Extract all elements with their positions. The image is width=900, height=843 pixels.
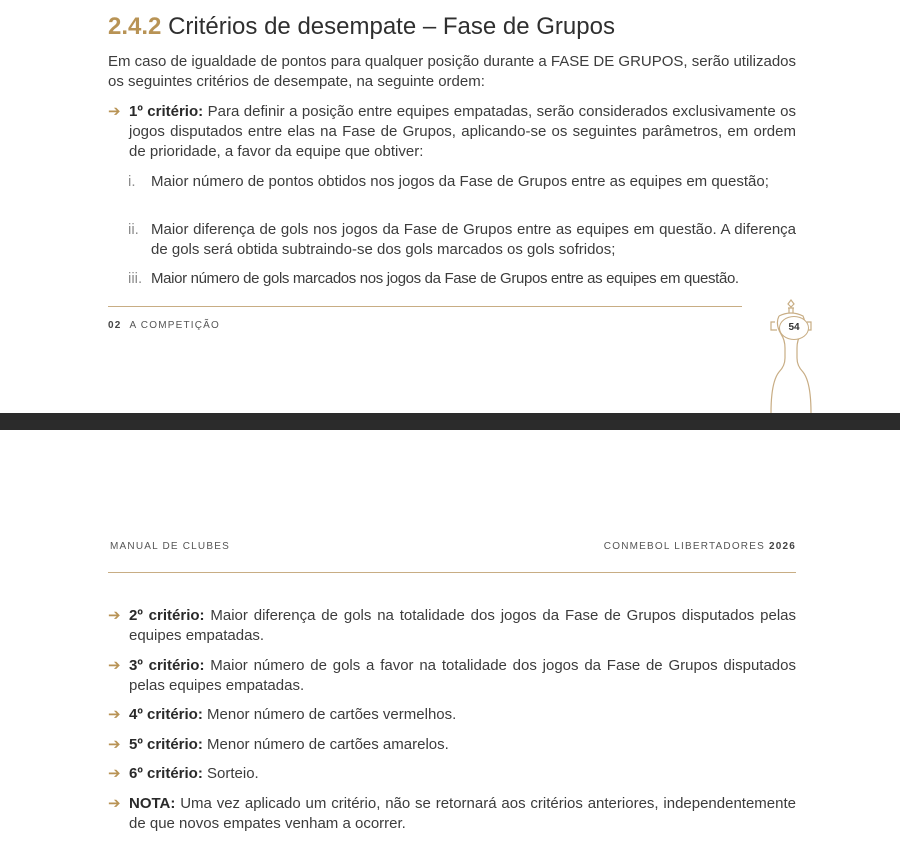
criterion-text: Maior número de gols a favor na totalidade dos jogos da Fase de Grupos disputados pelas equipes empatadas. bbox=[129, 657, 796, 694]
arrow-right-icon: ➔ bbox=[108, 795, 121, 812]
criterion-5 bbox=[108, 735, 796, 755]
criterion-6 bbox=[108, 764, 796, 784]
running-header-right bbox=[604, 541, 796, 552]
document-page-top bbox=[0, 0, 900, 413]
footer-rule bbox=[108, 306, 742, 307]
criterion-text: Menor número de cartões vermelhos. bbox=[207, 706, 457, 723]
criterion-label: 1º critério: bbox=[129, 103, 204, 120]
sub-item-text: Maior número de pontos obtidos nos jogos da Fase de Grupos entre as equipes em questão; bbox=[151, 173, 769, 190]
header-rule bbox=[108, 572, 796, 573]
page-separator bbox=[0, 413, 900, 430]
page-number: 54 bbox=[779, 316, 809, 340]
sub-item-marker: i. bbox=[128, 173, 136, 190]
section-heading bbox=[108, 13, 615, 41]
criterion-label: 5º critério: bbox=[129, 736, 203, 753]
arrow-right-icon: ➔ bbox=[108, 103, 121, 120]
criterion-4 bbox=[108, 705, 796, 725]
section-number: 2.4.2 bbox=[108, 13, 162, 40]
arrow-right-icon: ➔ bbox=[108, 765, 121, 782]
arrow-right-icon: ➔ bbox=[108, 736, 121, 753]
criterion-label: 3º critério: bbox=[129, 657, 205, 674]
footer-section-label: A COMPETIÇÃO bbox=[129, 320, 221, 331]
sub-item-i bbox=[128, 172, 796, 192]
criterion-3 bbox=[108, 656, 796, 696]
sub-item-marker: iii. bbox=[128, 270, 143, 287]
sub-item-iii bbox=[128, 269, 796, 289]
criterion-1 bbox=[108, 102, 796, 162]
criterion-2 bbox=[108, 606, 796, 646]
running-header-title: CONMEBOL LIBERTADORES bbox=[603, 541, 765, 552]
criterion-text: Para definir a posição entre equipes empatadas, serão considerados exclusivamente os jogos disputados entre elas na Fase de Grupos, aplicando-se os seguintes parâmetros, em ordem de prioridade, a favor da equipe que obtiver: bbox=[129, 103, 796, 160]
criterion-text: Maior diferença de gols na totalidade dos jogos da Fase de Grupos disputados pelas equipes empatadas. bbox=[129, 607, 796, 644]
criterion-text: Menor número de cartões amarelos. bbox=[207, 736, 449, 753]
criterion-label: 4º critério: bbox=[129, 706, 203, 723]
note-text: Uma vez aplicado um critério, não se retornará aos critérios anteriores, independentemente de que novos empates venham a ocorrer. bbox=[129, 795, 797, 832]
intro-paragraph: Em caso de igualdade de pontos para qualquer posição durante a FASE DE GRUPOS, serão utilizados os seguintes critérios de desempate, na seguinte ordem: bbox=[108, 53, 796, 90]
note-label: NOTA: bbox=[129, 795, 176, 812]
sub-item-ii bbox=[128, 220, 796, 260]
running-header-year: 2026 bbox=[768, 541, 796, 552]
arrow-right-icon: ➔ bbox=[108, 607, 121, 624]
running-header-left: MANUAL DE CLUBES bbox=[110, 541, 230, 552]
sub-item-marker: ii. bbox=[128, 221, 139, 238]
criterion-text: Sorteio. bbox=[207, 765, 259, 782]
section-title: Critérios de desempate – Fase de Grupos bbox=[168, 13, 615, 40]
criterion-label: 6º critério: bbox=[129, 765, 203, 782]
footer-section-number: 02 bbox=[108, 320, 122, 331]
criterion-label: 2º critério: bbox=[129, 607, 205, 624]
footer-section bbox=[108, 320, 220, 331]
sub-item-text: Maior diferença de gols nos jogos da Fase de Grupos entre as equipes em questão. A diferença de gols será obtida subtraindo-se dos gols marcados os gols sofridos; bbox=[151, 221, 796, 258]
note bbox=[108, 794, 796, 834]
sub-item-text: Maior número de gols marcados nos jogos da Fase de Grupos entre as equipes em questão. bbox=[151, 270, 739, 287]
arrow-right-icon: ➔ bbox=[108, 706, 121, 723]
arrow-right-icon: ➔ bbox=[108, 657, 121, 674]
